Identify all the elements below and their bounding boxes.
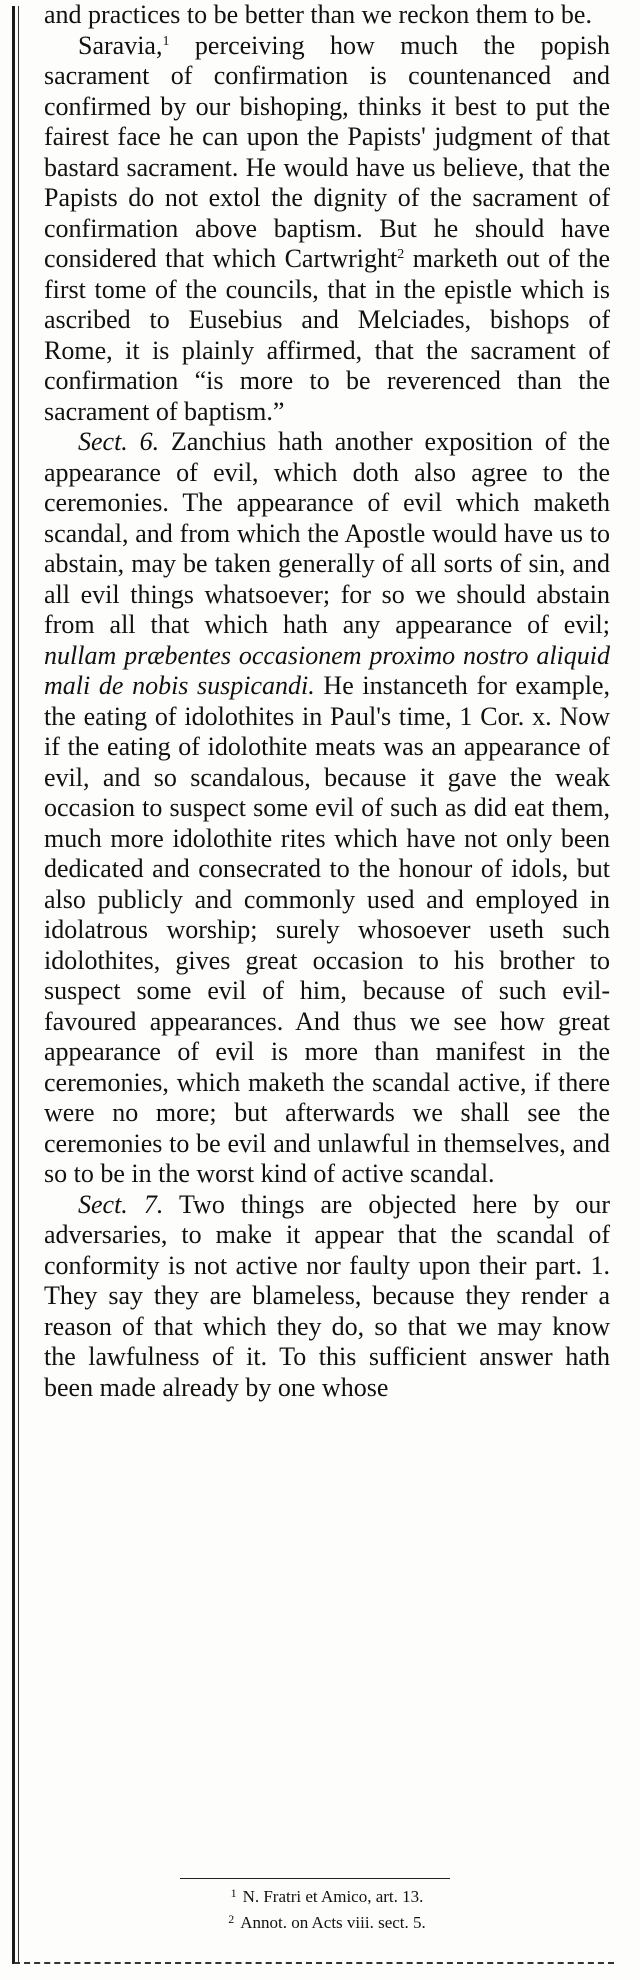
- footnote-reference: 1: [162, 33, 170, 49]
- bottom-border-rule: [14, 1962, 614, 1964]
- text-run: He instanceth for example, the eating of idolothites in Paul's time, 1 Cor. x. Now if the eating of idolothite meats was an appearance of evil, and so scandalous, because it gave the weak occasion to suspect some evil of such as did eat them, much more idolothite rites which have not only been dedicated and consecrated to the honour of idols, but also publicly and commonly used and employed in idolatrous worship; surely whosoever useth such idolothites, gives great occasion to his brother to suspect some evil of him, because of such evil-favoured appearances. And thus we see how great appearance of evil is more than manifest in the ceremonies, which maketh the scandal active, if there were no more; but afterwards we shall see the ceremonies to be evil and unlawful in themselves, and so to be in the worst kind of active scandal.: [44, 671, 610, 1188]
- paragraph: [44, 0, 610, 31]
- text-run: Two things are objected here by our adversaries, to make it appear that the scandal of conformity is not active nor faulty upon their part. 1. They say they are blameless, because they render a reason of that which they do, so that we may know the lawfulness of it. To this sufficient answer hath been made already by one whose: [44, 1189, 610, 1402]
- section-label: Sect. 7.: [78, 1189, 164, 1219]
- body-text: [44, 0, 610, 1403]
- text-run: and practices to be better than we reckon them to be.: [44, 0, 592, 29]
- footnote: [44, 1882, 610, 1908]
- latin-quotation: nullam præbentes occasionem proximo nostro aliquid mali de nobis suspicandi.: [44, 640, 610, 700]
- text-run: marketh out of the first tome of the councils, that in the epistle which is ascribed to Eusebius and Melciades, bishops of Rome, it is plainly affirmed, that the sacrament of confirmation “is more to be reverenced than the sacrament of baptism.”: [44, 244, 610, 426]
- footnote-reference: 2: [397, 247, 405, 262]
- footnote-text: Annot. on Acts viii. sect. 5.: [240, 1913, 426, 1932]
- footnote-mark: 2: [228, 1912, 235, 1926]
- paragraph: [44, 31, 610, 428]
- section-label: Sect. 6.: [78, 427, 160, 456]
- left-border-rule: [12, 6, 15, 1964]
- footnote: [44, 1908, 610, 1934]
- footnote-rule: [180, 1878, 450, 1879]
- footnotes: [44, 1882, 610, 1934]
- paragraph: [44, 427, 610, 1190]
- footnote-mark: 1: [230, 1886, 237, 1900]
- left-border-rule-thin: [18, 6, 19, 1964]
- text-run: Zanchius hath another exposition of the appearance of evil, which doth also agree to the ceremonies. The appearance of evil which maketh scandal, and from which the Apostle would have us to abstain, may be taken generally of all sorts of sin, and all evil things whatsoever; for so we should abstain from all that which hath any appearance of evil;: [44, 427, 610, 639]
- footnote-text: N. Fratri et Amico, art. 13.: [242, 1887, 424, 1906]
- text-run: perceiving how much the popish sacrament of confirmation is countenanced and confirmed by our bishoping, thinks it best to put the fairest face he can upon the Papists' judgment of that bastard sacrament. He would have us believe, that the Papists do not extol the dignity of the sacrament of confirmation above baptism. But he should have considered that which Cartwright: [44, 30, 610, 273]
- paragraph: [44, 1190, 610, 1404]
- text-run: Saravia,: [78, 30, 163, 60]
